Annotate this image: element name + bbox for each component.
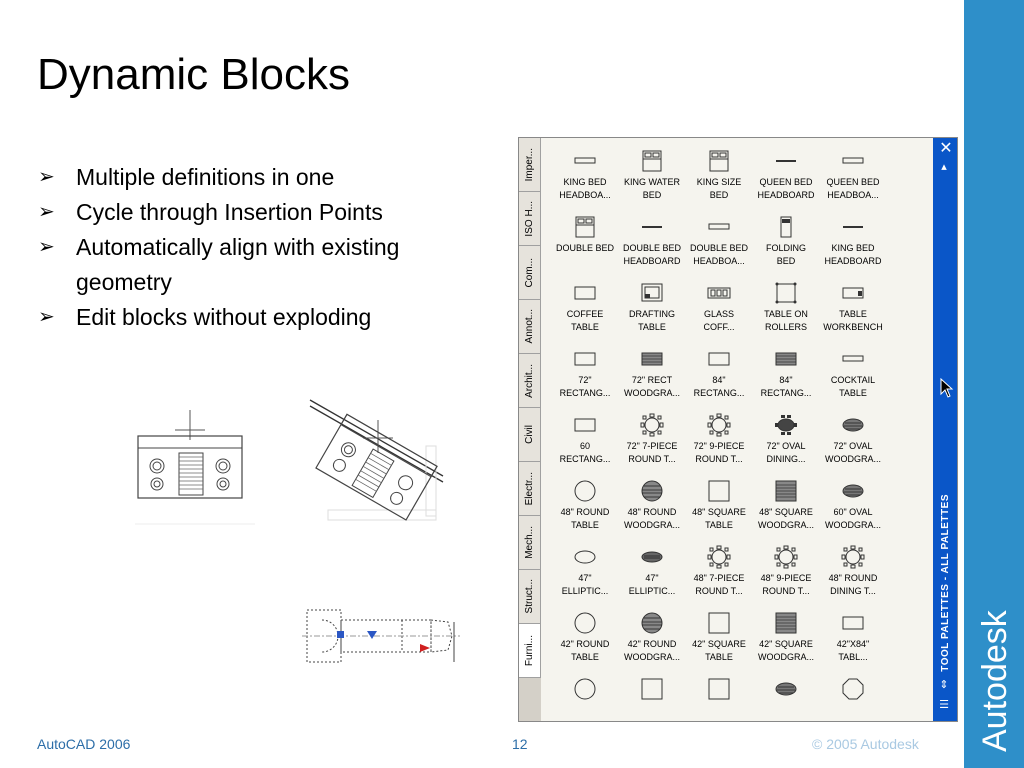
palette-tool-label: 48" ROUND WOODGRA...	[624, 507, 680, 530]
palette-tool-label: 72" RECT WOODGRA...	[624, 375, 680, 398]
rect-table-icon	[572, 346, 598, 372]
round-set-icon	[706, 412, 732, 438]
bed-icon	[639, 148, 665, 174]
palette-tool-item[interactable]	[685, 144, 753, 210]
palette-tool-label: 48" ROUND DINING T...	[828, 573, 878, 596]
woodgrain-square-icon	[773, 478, 799, 504]
scroll-up-icon[interactable]: ▴	[941, 160, 947, 173]
bolt-block-drawing	[302, 604, 462, 666]
palette-tool-item[interactable]	[685, 408, 753, 474]
workbench-icon	[840, 280, 866, 306]
arrow-bullet-icon: ➢	[38, 166, 55, 188]
palette-tool-item[interactable]	[685, 342, 753, 408]
drafting-table-icon	[639, 280, 665, 306]
brand-sidebar	[964, 0, 1024, 768]
palette-titlebar[interactable]	[933, 138, 957, 721]
bullet-item: ➢ Automatically align with existing geometry	[38, 230, 488, 300]
palette-tool-item[interactable]	[685, 276, 753, 342]
palette-tool-label: 72" OVAL WOODGRA...	[825, 441, 881, 464]
palette-tool-item[interactable]	[819, 342, 887, 408]
palette-tool-item[interactable]	[819, 474, 887, 540]
palette-tool-item[interactable]	[685, 606, 753, 672]
palette-tool-item[interactable]	[618, 342, 686, 408]
footer-copyright: © 2005 Autodesk	[812, 736, 919, 752]
palette-tool-item[interactable]	[819, 276, 887, 342]
palette-tool-item[interactable]	[819, 210, 887, 276]
palette-tool-label: 42"X84" TABL...	[836, 639, 870, 662]
palette-tool-label: 60" OVAL WOODGRA...	[825, 507, 881, 530]
headboard-icon	[840, 346, 866, 372]
palette-tool-label: 47" ELLIPTIC...	[561, 573, 609, 596]
woodgrain-circle-icon	[639, 478, 665, 504]
round-set-icon	[773, 544, 799, 570]
palette-tool-item[interactable]	[618, 540, 686, 606]
round-set-icon	[706, 544, 732, 570]
glass-table-icon	[706, 280, 732, 306]
slide-title: Dynamic Blocks	[37, 50, 350, 99]
palette-tool-label: DRAFTING TABLE	[629, 309, 675, 332]
palette-tool-item[interactable]	[551, 144, 619, 210]
properties-menu-icon[interactable]: ☰	[939, 698, 949, 711]
circle-icon	[572, 478, 598, 504]
palette-tool-item[interactable]	[618, 408, 686, 474]
page-number: 12	[512, 736, 528, 752]
palette-tool-item[interactable]	[618, 606, 686, 672]
arrow-bullet-icon: ➢	[38, 201, 55, 223]
palette-tool-label: 42" ROUND WOODGRA...	[624, 639, 680, 662]
rect-table-icon	[840, 610, 866, 636]
palette-tool-label: 72" OVAL DINING...	[766, 441, 806, 464]
palette-tab[interactable]: Archit...	[519, 354, 541, 408]
palette-title: TOOL PALETTES - ALL PALETTES	[939, 494, 951, 672]
palette-tool-label: TABLE WORKBENCH	[823, 309, 883, 332]
line-icon	[639, 214, 665, 240]
woodgrain-oval-icon	[840, 478, 866, 504]
square-icon	[706, 610, 732, 636]
palette-tool-item[interactable]	[618, 276, 686, 342]
folding-bed-icon	[773, 214, 799, 240]
palette-tool-label: 48" SQUARE TABLE	[692, 507, 746, 530]
palette-tool-item[interactable]	[618, 474, 686, 540]
palette-tool-grid	[541, 138, 933, 721]
square-icon	[639, 676, 665, 702]
palette-tool-label: COCKTAIL TABLE	[830, 375, 876, 398]
palette-tool-label: 84" RECTANG...	[693, 375, 745, 398]
aligned-stove-block-drawing	[298, 398, 448, 526]
woodgrain-oval-icon	[773, 676, 799, 702]
palette-tool-item[interactable]	[819, 540, 887, 606]
palette-tool-item[interactable]	[618, 210, 686, 276]
palette-tool-label: KING SIZE BED	[696, 177, 742, 200]
palette-tab[interactable]: Civil	[519, 408, 541, 462]
woodgrain-rect-icon	[773, 346, 799, 372]
palette-tool-label: FOLDING BED	[765, 243, 806, 266]
headboard-icon	[706, 214, 732, 240]
stove-block-drawing	[135, 398, 255, 526]
woodgrain-square-icon	[773, 610, 799, 636]
palette-tool-label: QUEEN BED HEADBOARD	[757, 177, 815, 200]
auto-hide-icon[interactable]: ⇕	[939, 678, 949, 691]
woodgrain-rect-icon	[639, 346, 665, 372]
palette-tool-item[interactable]	[752, 342, 820, 408]
woodgrain-ellipse-icon	[639, 544, 665, 570]
ellipse-icon	[572, 544, 598, 570]
palette-tool-label: 47" ELLIPTIC...	[628, 573, 676, 596]
palette-tool-label: 84" RECTANG...	[760, 375, 812, 398]
palette-tool-item[interactable]	[819, 606, 887, 672]
palette-tool-item[interactable]	[752, 606, 820, 672]
line-icon	[773, 148, 799, 174]
close-button[interactable]: ✕	[939, 138, 953, 157]
palette-tool-item[interactable]	[618, 672, 686, 721]
palette-tool-label: 48" SQUARE WOODGRA...	[758, 507, 814, 530]
palette-tool-item[interactable]	[752, 276, 820, 342]
palette-tool-item[interactable]	[752, 210, 820, 276]
palette-tool-item[interactable]	[752, 540, 820, 606]
palette-tool-item[interactable]	[685, 540, 753, 606]
autodesk-logo	[964, 0, 1024, 768]
palette-tool-label: 42" ROUND TABLE	[560, 639, 610, 662]
palette-tool-item[interactable]	[752, 474, 820, 540]
palette-tab[interactable]: Furni...	[519, 624, 541, 678]
arrow-bullet-icon: ➢	[38, 306, 55, 328]
palette-tab[interactable]: Electr...	[519, 462, 541, 516]
woodgrain-circle-icon	[639, 610, 665, 636]
palette-tab[interactable]: Annot...	[519, 300, 541, 354]
oval-set-icon	[773, 412, 799, 438]
palette-tool-item[interactable]	[685, 672, 753, 721]
circle-icon	[572, 610, 598, 636]
tool-palette-window[interactable]	[518, 137, 958, 722]
woodgrain-oval-icon	[840, 412, 866, 438]
palette-tool-label: 60 RECTANG...	[559, 441, 611, 464]
palette-tab[interactable]: Mech...	[519, 516, 541, 570]
footer-product: AutoCAD 2006	[37, 736, 131, 752]
palette-tool-item[interactable]	[752, 408, 820, 474]
rect-table-icon	[572, 280, 598, 306]
line-icon	[840, 214, 866, 240]
palette-tool-label: DOUBLE BED	[555, 243, 615, 253]
palette-tab[interactable]: Struct...	[519, 570, 541, 624]
palette-tool-label: DOUBLE BED HEADBOARD	[622, 243, 682, 266]
palette-tool-item[interactable]	[819, 408, 887, 474]
circle-icon	[572, 676, 598, 702]
square-icon	[706, 676, 732, 702]
palette-tool-item[interactable]	[551, 672, 619, 721]
palette-tool-item[interactable]	[752, 672, 820, 721]
palette-tab-strip	[519, 138, 542, 683]
palette-tool-item[interactable]	[819, 672, 887, 721]
palette-tab[interactable]: Com...	[519, 246, 541, 300]
mouse-pointer-icon	[940, 378, 954, 398]
palette-tool-label: 48" ROUND TABLE	[560, 507, 610, 530]
palette-tab[interactable]: ISO H...	[519, 192, 541, 246]
bullet-list	[38, 160, 488, 335]
svg-text:Autodesk: Autodesk	[976, 610, 1014, 752]
palette-tool-item[interactable]	[752, 144, 820, 210]
palette-tool-item[interactable]	[551, 408, 619, 474]
rollers-table-icon	[773, 280, 799, 306]
rect-table-icon	[572, 412, 598, 438]
palette-tool-label: QUEEN BED HEADBOA...	[826, 177, 880, 200]
round-set-icon	[840, 544, 866, 570]
palette-tool-item[interactable]	[551, 540, 619, 606]
palette-tool-label: TABLE ON ROLLERS	[764, 309, 808, 332]
palette-tool-label: 42" SQUARE TABLE	[692, 639, 746, 662]
rect-table-icon	[706, 346, 732, 372]
palette-tool-label: DOUBLE BED HEADBOA...	[689, 243, 749, 266]
headboard-icon	[840, 148, 866, 174]
octagon-icon	[840, 676, 866, 702]
palette-tool-item[interactable]	[618, 144, 686, 210]
palette-tool-label: KING BED HEADBOA...	[559, 177, 611, 200]
palette-tab[interactable]: Imper...	[519, 138, 541, 192]
palette-tool-label: 72" 9-PIECE ROUND T...	[693, 441, 745, 464]
palette-tool-label: COFFEE TABLE	[566, 309, 604, 332]
bed-icon	[572, 214, 598, 240]
palette-tool-item[interactable]	[551, 276, 619, 342]
palette-tool-item[interactable]	[551, 474, 619, 540]
palette-tool-item[interactable]	[551, 210, 619, 276]
bullet-item: ➢ Cycle through Insertion Points	[38, 195, 488, 230]
palette-tool-label: 72" RECTANG...	[559, 375, 611, 398]
headboard-icon	[572, 148, 598, 174]
palette-tool-label: KING BED HEADBOARD	[824, 243, 882, 266]
arrow-bullet-icon: ➢	[38, 236, 55, 258]
round-set-icon	[639, 412, 665, 438]
bullet-item: ➢ Edit blocks without exploding	[38, 300, 488, 335]
palette-tool-item[interactable]	[685, 210, 753, 276]
palette-tool-item[interactable]	[819, 144, 887, 210]
palette-tool-label: 42" SQUARE WOODGRA...	[758, 639, 814, 662]
bed-icon	[706, 148, 732, 174]
palette-tool-item[interactable]	[551, 606, 619, 672]
palette-tool-label: GLASS COFF...	[703, 309, 735, 332]
palette-tool-label: KING WATER BED	[624, 177, 680, 200]
square-icon	[706, 478, 732, 504]
bullet-item: ➢ Multiple definitions in one	[38, 160, 488, 195]
palette-tool-item[interactable]	[551, 342, 619, 408]
palette-tool-label: 48" 7-PIECE ROUND T...	[693, 573, 745, 596]
palette-tool-label: 72" 7-PIECE ROUND T...	[626, 441, 678, 464]
palette-tool-item[interactable]	[685, 474, 753, 540]
palette-tool-label: 48" 9-PIECE ROUND T...	[760, 573, 812, 596]
